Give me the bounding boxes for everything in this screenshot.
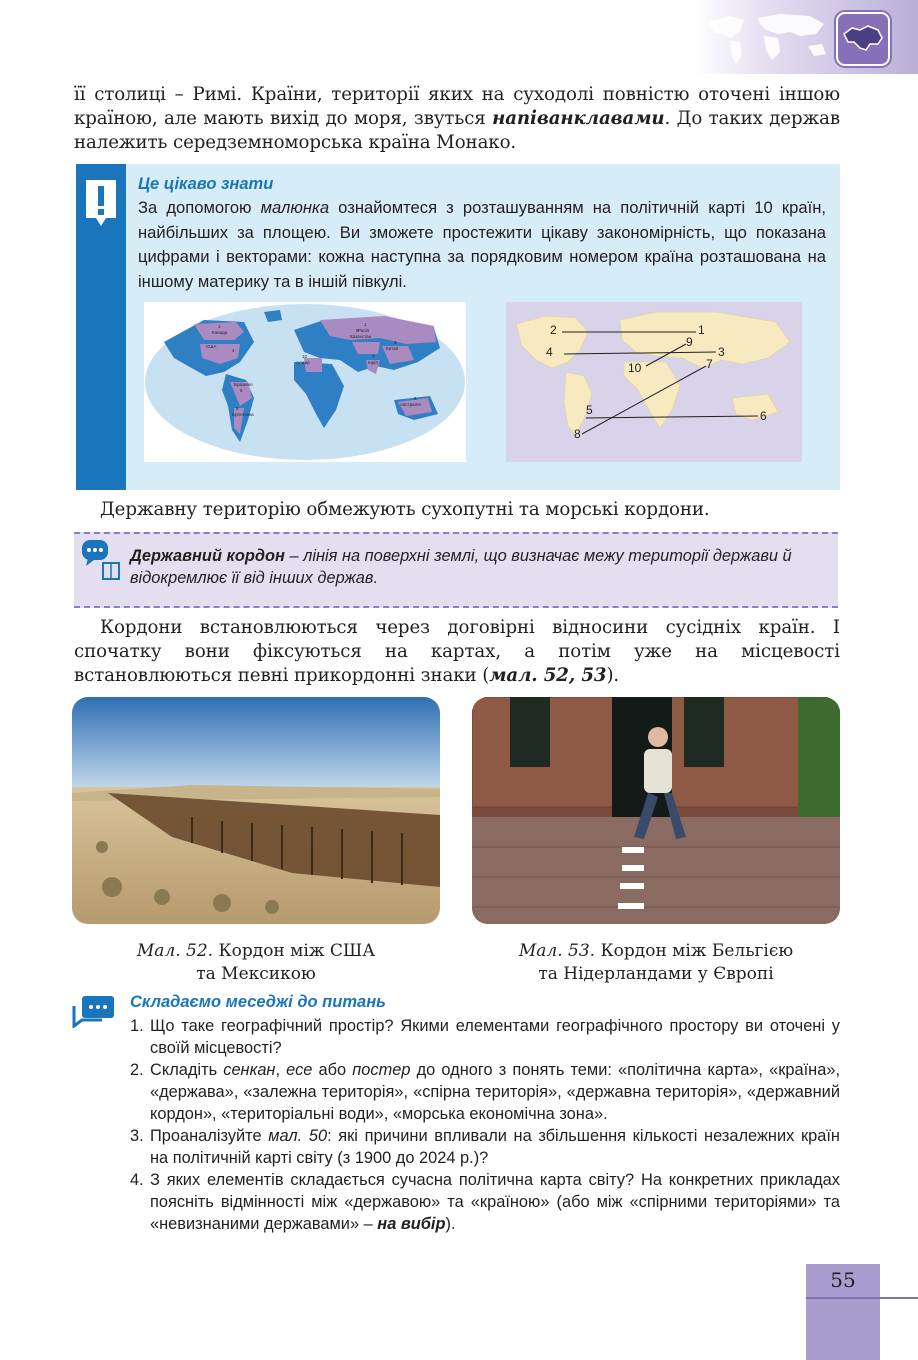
map-number: 4	[232, 348, 235, 353]
map-label: Аргентина	[232, 412, 254, 417]
page-number-line	[806, 1297, 918, 1299]
map-number: 4	[546, 345, 553, 359]
map-label: Казахстан	[350, 334, 372, 339]
map-number: 7	[706, 357, 713, 371]
paragraph-borders: Державну територію обмежують сухопутні та морські кордони.	[100, 499, 710, 520]
map-label: Канада	[212, 330, 228, 335]
map-number: 2	[218, 324, 221, 329]
photo-us-mexico-border	[72, 697, 440, 924]
figure-caption-52: Мал. 52. Кордон між США та Мексикою	[136, 941, 376, 984]
map-number: 3	[394, 340, 397, 345]
questions-title: Складаємо меседжі до питань	[130, 993, 386, 1011]
photo-belgium-netherlands-border	[472, 697, 840, 924]
map-number: 5	[240, 388, 243, 393]
map-number: 5	[586, 403, 593, 417]
definition-text: Державний кордон – лінія на поверхні землі, що визначає межу території держави й відокремлює її від інших держав.	[130, 547, 792, 587]
question-1: 1. Що таке географічний простір? Якими елементами географічного простору ви оточені у своїй місцевості?	[130, 1017, 840, 1057]
map-label: Алжир	[296, 360, 310, 365]
info-box-title: Це цікаво знати	[138, 175, 274, 193]
map-number: 10	[302, 354, 308, 359]
map-number: 8	[574, 427, 581, 441]
map-number: 6	[414, 396, 417, 401]
world-political-map	[144, 302, 466, 462]
info-box-text: За допомогою малюнка ознайомтеся з розташуванням на політичній карті 10 країн, найбільших за площею. Ви зможете простежити цікаву закономірність, що показана цифрами і векторами: кожна наступна за порядковим номером країна розташована на іншому материку та в іншій півкулі.	[138, 198, 826, 291]
map-number: 9	[686, 335, 693, 349]
map-label: Бразилія	[234, 382, 253, 387]
map-number: 8	[236, 406, 239, 411]
map-label: Австралія	[400, 402, 421, 407]
map-number: 7	[372, 354, 375, 359]
map-number: 10	[628, 361, 642, 375]
book-chat-icon	[80, 538, 124, 582]
intro-paragraph: її столиці – Римі. Країни, території яких на суходолі повністю оточені іншою країною, але мають вихід до моря, звуться напіванклавами. До таких держав належить середземноморська країна Монако.	[74, 84, 840, 153]
question-3: 3. Проаналізуйте мал. 50: які причини впливали на збільшення кількості незалежних країн на політичній карті світу (з 1900 до 2024 р.)?	[130, 1127, 840, 1167]
definition-term: Державний кордон	[130, 547, 285, 565]
paragraph-border-marks: Кордони встановлюються через договірні відносини сусідніх країн. І спочатку вони фіксуються на картах, а потім уже на місцевості встановлюються певні прикордонні знаки (мал. 52, 53).	[74, 617, 840, 686]
map-label: Росія	[358, 328, 369, 333]
page-number: 55	[830, 1268, 856, 1292]
question-2: 2. Складіть сенкан, есе або постер до одного з понять теми: «політична карта», «країна», «держава», «залежна територія», «спірна територія», «державна територія», «державний кордон», «територіальні води», «морська економічна зона».	[130, 1061, 841, 1123]
map-number: 2	[550, 323, 557, 337]
message-icon	[72, 994, 116, 1028]
map-number: 6	[760, 409, 767, 423]
question-4: 4. З яких елементів складається сучасна політична карта світу? На конкретних прикладах поясніть відмінності між «державою» та «країною» (або між «спірними територіями» та «невизнаними державами» – на вибір).	[130, 1171, 840, 1233]
exclamation-icon	[84, 178, 118, 230]
vector-sequence-map	[506, 302, 802, 462]
map-number: 1	[364, 322, 367, 327]
map-label: США	[206, 344, 217, 349]
map-number: 3	[718, 345, 725, 359]
world-map-icon	[700, 8, 840, 68]
term-napivanklav: напіванклавами	[492, 108, 665, 129]
figure-caption-53: Мал. 53. Кордон між Бельгією та Нідерландами у Європі	[518, 941, 794, 984]
map-label: Китай	[386, 346, 399, 351]
map-label: Індія	[368, 360, 378, 365]
map-number: 1	[698, 323, 705, 337]
map-number: 9	[356, 328, 359, 333]
ukraine-map-icon	[836, 12, 890, 66]
